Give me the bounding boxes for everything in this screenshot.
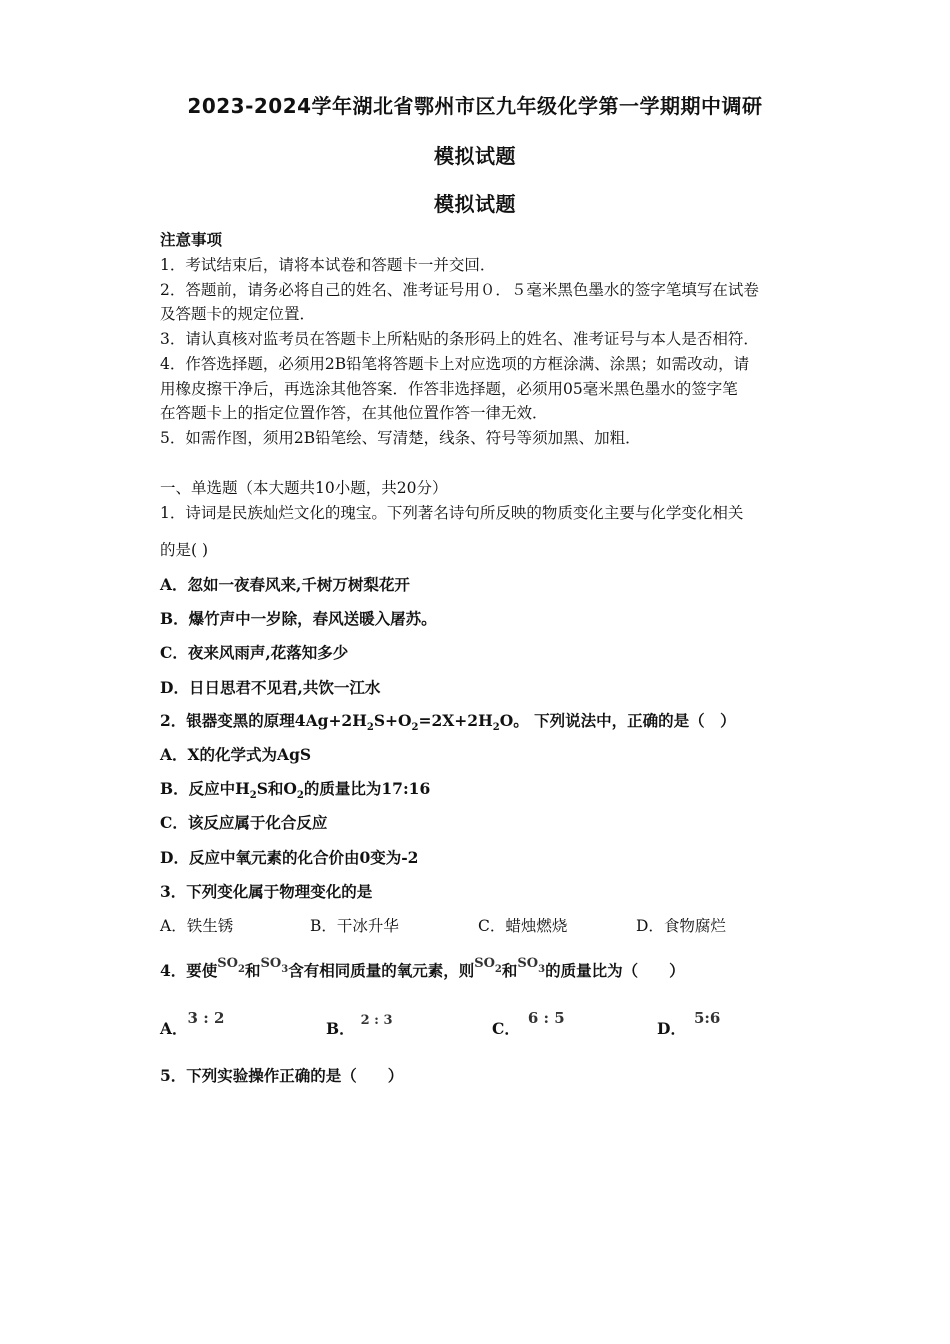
- q4-option-b: [326, 1013, 393, 1039]
- q4-and-1: 和: [244, 961, 261, 980]
- notice-line-7: 在答题卡上的指定位置作答，在其他位置作答一律无效．: [160, 404, 548, 422]
- exam-title-line3: 模拟试题: [434, 192, 516, 216]
- q2-option-c: C．该反应属于化合反应: [160, 813, 328, 832]
- q4-stem-b: 含有相同质量的氧元素，则: [288, 961, 475, 980]
- q4-option-d-label: D．: [657, 1019, 686, 1038]
- q4-so2-subscript-2: 2: [494, 964, 502, 975]
- q2-eq-part3: =2X+2H: [418, 711, 493, 730]
- q2-eq-part1: 4Ag+2H: [294, 711, 367, 730]
- exam-title-line2: 模拟试题: [434, 144, 516, 168]
- q4-so3-subscript: 3: [281, 964, 289, 975]
- q5-stem: 5．下列实验操作正确的是（ ）: [160, 1066, 404, 1085]
- q2-stem-suffix: 下列说法中，正确的是（ ）: [528, 711, 736, 730]
- q4-stem-a: 4．要使: [160, 961, 218, 980]
- q1-stem-line2: 的是( ): [160, 541, 209, 559]
- q3-option-d: D．食物腐烂: [636, 917, 726, 935]
- q4-options: [160, 1009, 760, 1043]
- q4-so2-formula: SO: [217, 956, 239, 971]
- notice-line-5: 4．作答选择题，必须用2B铅笔将答题卡上对应选项的方框涂满、涂黑；如需改动，请: [160, 355, 750, 373]
- notice-line-6: 用橡皮擦干净后，再选涂其他答案．作答非选择题，必须用05毫米黑色墨水的签字笔: [160, 380, 738, 398]
- q2-eq-part2: S+O: [373, 711, 412, 730]
- q1-option-b: B．爆竹声中一岁除，春风送暖入屠苏。: [160, 609, 437, 628]
- q1-option-d: D．日日思君不见君,共饮一江水: [160, 678, 381, 697]
- q2-eq-part4: O。: [499, 711, 529, 730]
- q4-option-b-value: 2 : 3: [360, 1013, 393, 1028]
- q2-eq-sub1: 2: [366, 722, 374, 733]
- q4-option-b-label: B．: [326, 1019, 355, 1038]
- q2-stem: [160, 709, 736, 731]
- q4-so2-formula-2: SO: [474, 956, 495, 971]
- q4-option-d: [657, 1009, 721, 1039]
- q2-optb-sub1: 2: [249, 790, 257, 801]
- q3-option-b: B．干冰升华: [310, 917, 399, 935]
- q2-optb-part3: 的质量比为17:16: [303, 779, 431, 798]
- q3-options: [160, 914, 800, 936]
- q2-eq-sub2: 2: [411, 722, 419, 733]
- q2-option-b: [160, 777, 430, 799]
- q2-optb-sub2: 2: [296, 790, 304, 801]
- q2-option-d: D．反应中氧元素的化合价由0变为-2: [160, 848, 419, 867]
- q3-option-a: A．铁生锈: [160, 917, 234, 935]
- q2-stem-prefix: 2．银器变黑的原理: [160, 711, 295, 730]
- q4-option-c-label: C．: [492, 1019, 520, 1038]
- q4-and-2: 和: [501, 961, 518, 980]
- q4-so3-formula-2: SO: [517, 956, 539, 971]
- q2-optb-part1: B．反应中H: [160, 779, 250, 798]
- q4-so3-formula: SO: [260, 956, 282, 971]
- notice-line-8: 5．如需作图，须用2B铅笔绘、写清楚，线条、符号等须加黑、加粗．: [160, 429, 641, 447]
- q1-option-a: A．忽如一夜春风来,千树万树梨花开: [160, 575, 410, 594]
- q4-option-a-value: 3 : 2: [187, 1009, 225, 1027]
- q2-eq-sub3: 2: [492, 722, 500, 733]
- notice-line-2: 2．答题前，请务必将自己的姓名、准考证号用０．５毫米黑色墨水的签字笔填写在试卷: [160, 281, 759, 299]
- notice-line-3: 及答题卡的规定位置．: [160, 305, 316, 323]
- q4-stem-c: 的质量比为（ ）: [545, 961, 685, 980]
- q4-option-c: [492, 1009, 565, 1039]
- q3-option-c: C．蜡烛燃烧: [478, 917, 568, 935]
- q1-stem-line1: 1．诗词是民族灿烂文化的瑰宝。下列著名诗句所反映的物质变化主要与化学变化相关: [160, 504, 744, 522]
- notice-line-4: 3．请认真核对监考员在答题卡上所粘贴的条形码上的姓名、准考证号与本人是否相符．: [160, 330, 759, 348]
- section-heading: 一、单选题（本大题共10小题，共20分）: [160, 479, 448, 497]
- q4-option-a: [160, 1009, 225, 1039]
- notice-line-1: 1．考试结束后，请将本试卷和答题卡一并交回．: [160, 256, 496, 274]
- q4-so2-subscript: 2: [238, 964, 245, 975]
- q4-option-d-value: 5:6: [693, 1009, 721, 1027]
- exam-title-line1: 2023-2024学年湖北省鄂州市区九年级化学第一学期期中调研: [187, 94, 763, 118]
- q3-stem: 3．下列变化属于物理变化的是: [160, 882, 373, 901]
- q4-so3-subscript-2: 3: [538, 964, 546, 975]
- q2-option-a: A．X的化学式为AgS: [160, 745, 312, 764]
- q4-option-a-label: A．: [160, 1019, 188, 1038]
- notice-heading: 注意事项: [160, 230, 223, 249]
- q2-optb-part2: S和O: [256, 779, 297, 798]
- q4-option-c-value: 6 : 5: [527, 1009, 565, 1027]
- q4-stem: [160, 956, 685, 981]
- q1-option-c: C．夜来风雨声,花落知多少: [160, 643, 349, 662]
